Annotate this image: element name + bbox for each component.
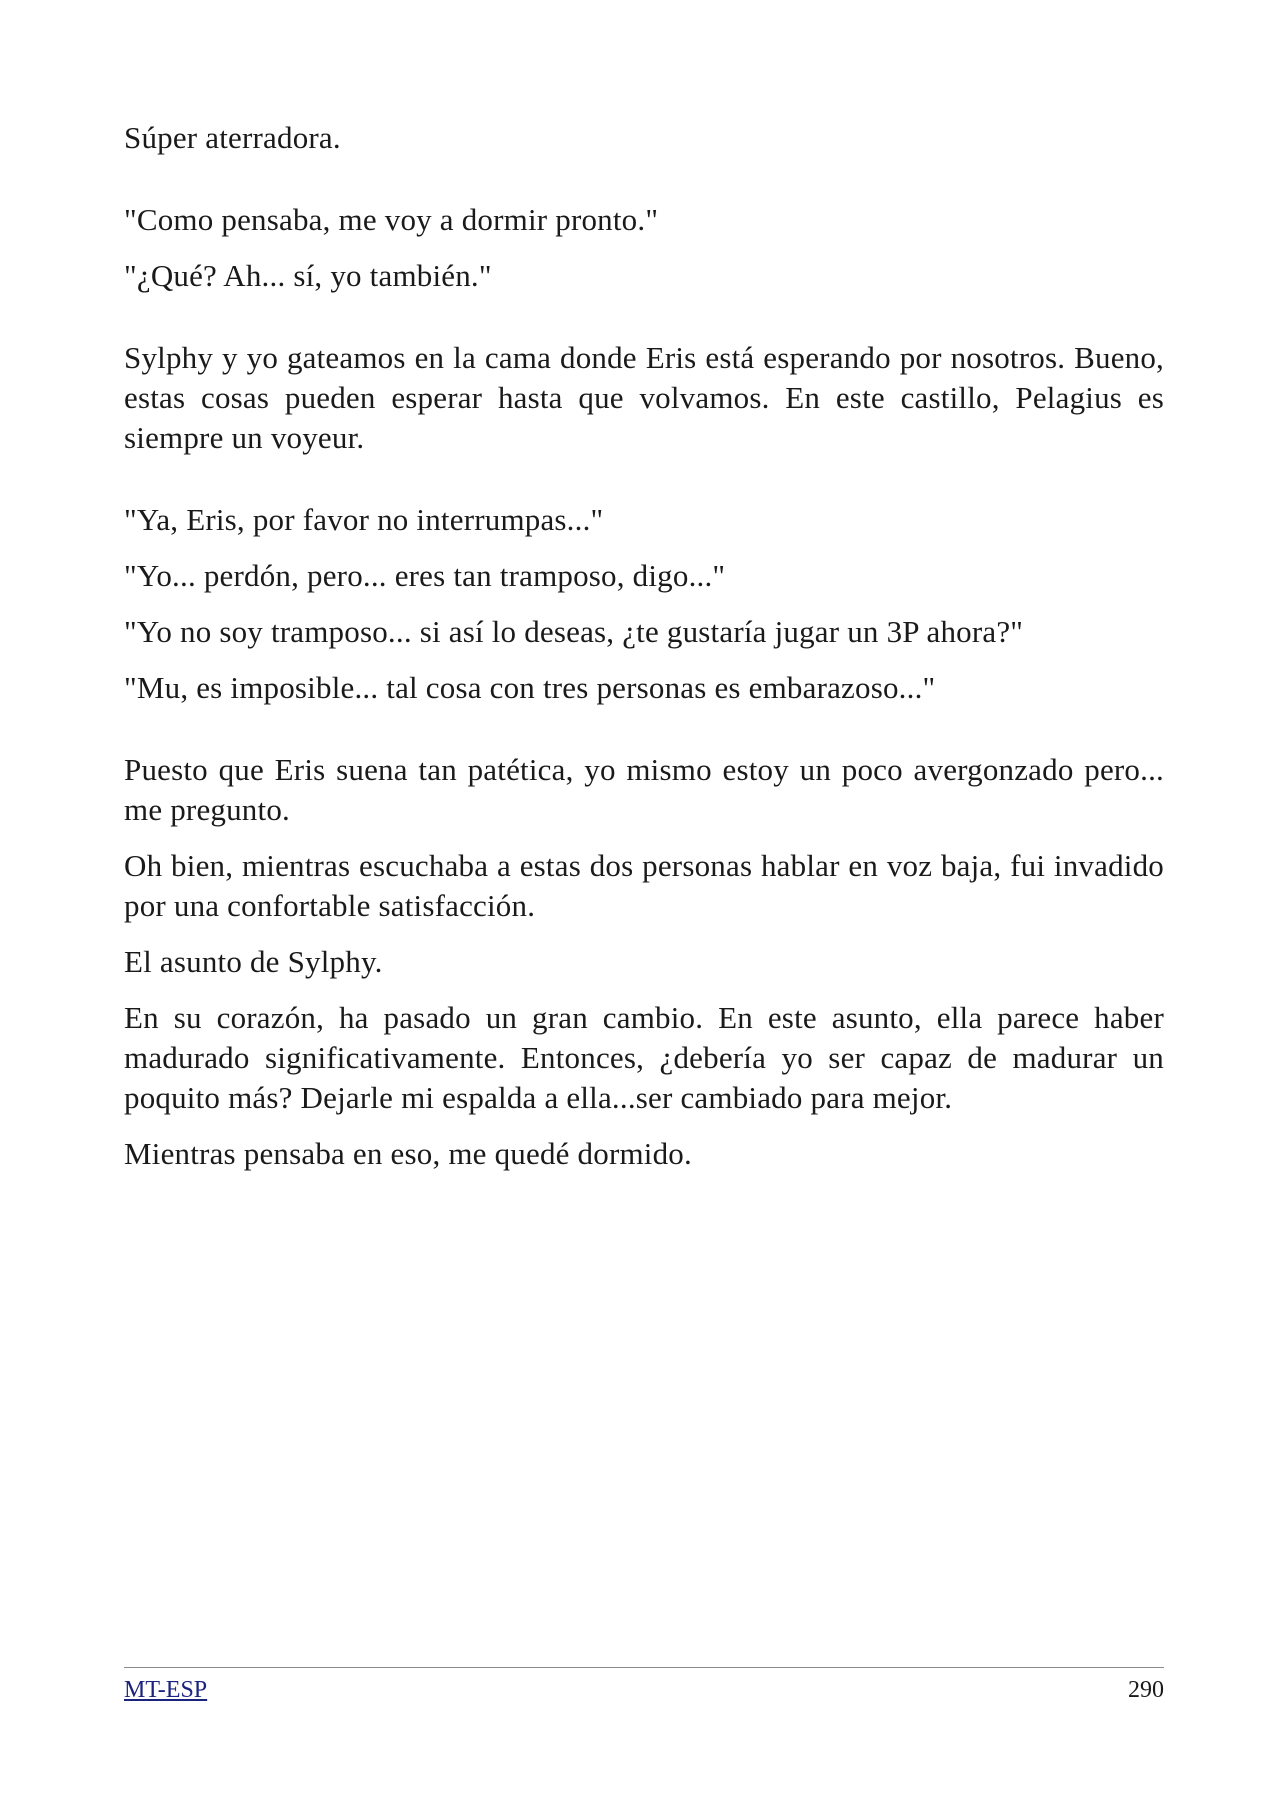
- paragraph-6: "Yo... perdón, pero... eres tan tramposo, digo...": [124, 558, 726, 593]
- footer-source-link[interactable]: MT-ESP: [124, 1677, 208, 1703]
- paragraph-10: Oh bien, mientras escuchaba a estas dos personas hablar en voz baja, fui invadido por una confortable satisfacción.: [124, 848, 1164, 923]
- paragraph-7: "Yo no soy tramposo... si así lo deseas, ¿te gustaría jugar un 3P ahora?": [124, 614, 1024, 649]
- paragraph-8: "Mu, es imposible... tal cosa con tres personas es embarazoso...": [124, 670, 936, 705]
- paragraph-4: Sylphy y yo gateamos en la cama donde Eris está esperando por nosotros. Bueno, estas cosas pueden esperar hasta que volvamos. En este castillo, Pelagius es siempre un voyeur.: [124, 340, 1164, 455]
- paragraph-12: En su corazón, ha pasado un gran cambio. En este asunto, ella parece haber madurado significativamente. Entonces, ¿debería yo ser capaz de madurar un poquito más? Dejarle mi espalda a ella...ser cambiado para mejor.: [124, 1000, 1164, 1115]
- paragraph-11: El asunto de Sylphy.: [124, 944, 383, 979]
- paragraph-9: Puesto que Eris suena tan patética, yo mismo estoy un poco avergonzado pero... me pregunto.: [124, 752, 1164, 827]
- paragraph-1: Súper aterradora.: [124, 120, 341, 155]
- page-number: 290: [1128, 1677, 1164, 1703]
- document-body: [124, 118, 1164, 1190]
- paragraph-5: "Ya, Eris, por favor no interrumpas...": [124, 502, 604, 537]
- page-footer: [124, 1667, 1164, 1705]
- paragraph-3: "¿Qué? Ah... sí, yo también.": [124, 258, 492, 293]
- paragraph-13: Mientras pensaba en eso, me quedé dormido.: [124, 1136, 692, 1171]
- paragraph-2: "Como pensaba, me voy a dormir pronto.": [124, 202, 659, 237]
